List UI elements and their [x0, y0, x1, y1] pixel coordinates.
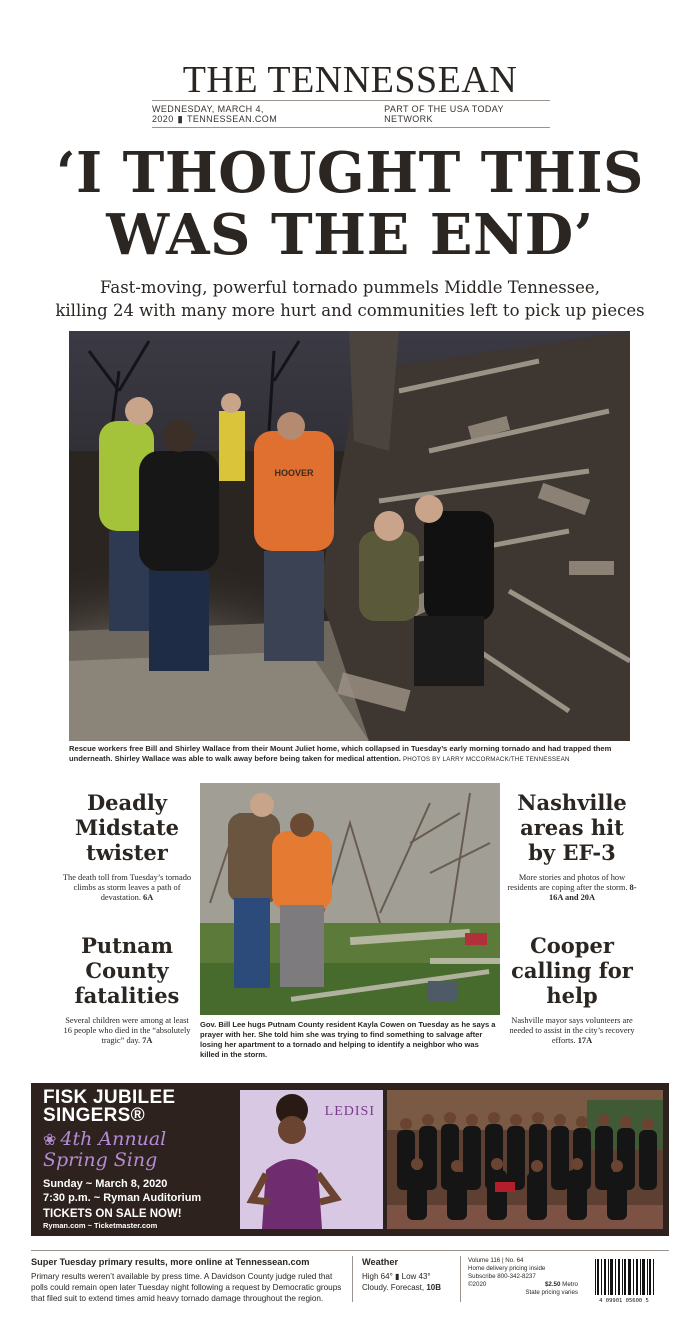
network-tagline: PART OF THE USA TODAY NETWORK: [384, 104, 504, 124]
ledisi-photo: [240, 1090, 383, 1229]
teaser-cooper-help[interactable]: [507, 933, 637, 1046]
ad-event-name: [43, 1129, 233, 1171]
ad-event-line-2: Spring Sing: [43, 1149, 158, 1171]
teaser-summary: [507, 873, 637, 903]
volume-number: Volume 116 | No. 64: [468, 1257, 524, 1264]
rescue-photo-illustration: [69, 331, 630, 741]
footer-divider: [352, 1256, 353, 1302]
photo-credit: PHOTOS BY LARRY MCCORMACK/THE TENNESSEAN: [402, 756, 570, 763]
teaser-summary: [507, 1016, 637, 1046]
super-tuesday-headline[interactable]: Super Tuesday primary results, more online at Tennessean.com: [31, 1257, 310, 1267]
ad-date-line-1: Sunday ~ March 8, 2020: [43, 1178, 168, 1190]
state-pricing: State pricing varies: [525, 1289, 578, 1296]
ad-tickets: TICKETS ON SALE NOW!: [43, 1208, 182, 1220]
weather-temps: High 64° ▮ Low 43°: [362, 1272, 431, 1281]
choir-illustration: [387, 1090, 663, 1229]
rescue-photo: [69, 331, 630, 741]
teaser-summary: [62, 873, 192, 903]
newspaper-masthead: THE TENNESSEAN: [182, 59, 518, 101]
issue-date: WEDNESDAY, MARCH 4, 2020: [152, 104, 264, 124]
footer-rule: [31, 1250, 669, 1251]
teaser-page: 7A: [142, 1036, 153, 1045]
ad-ticket-urls[interactable]: Ryman.com ~ Ticketmaster.com: [43, 1221, 158, 1230]
flower-icon: ❀: [43, 1130, 57, 1149]
subscribe-phone: Subscribe 800-342-8237: [468, 1273, 536, 1280]
choir-group-photo: [387, 1090, 663, 1229]
teaser-deadly-midstate[interactable]: [62, 790, 192, 903]
price-row: [468, 1281, 578, 1289]
barcode-graphic: [591, 1257, 657, 1303]
lead-subhead-line-2: killing 24 with many more hurt and communities left to pick up pieces: [55, 301, 645, 320]
ad-title-line-1: FISK JUBILEE: [43, 1087, 176, 1108]
teaser-headline[interactable]: Putnam County fatalities: [74, 933, 180, 1008]
dateline-left: [152, 104, 384, 125]
lead-subhead: [0, 276, 700, 322]
teaser-page: 6A: [143, 893, 154, 902]
edition-info: [468, 1257, 578, 1297]
teaser-text: The death toll from Tuesday’s tornado climbs as storm leaves a path of devastation.: [62, 873, 192, 902]
teaser-headline[interactable]: Nashville areas hit by EF-3: [517, 790, 627, 865]
lead-photo-caption: [69, 744, 630, 765]
barcode: [591, 1257, 657, 1303]
vest-lettering: HOOVER: [274, 468, 314, 478]
teaser-summary: [62, 1016, 192, 1046]
copyright: ©2020: [468, 1281, 487, 1288]
lead-caption-text: Rescue workers free Bill and Shirley Wallace from their Mount Juliet home, which collapsed in Tuesday’s early morning tornado and had trapped them underneath. Shirley Wallace was able to walk away before being taken for medical attention.: [69, 744, 612, 763]
teaser-page: 17A: [577, 1036, 593, 1045]
ad-text-block: [43, 1089, 233, 1231]
price: $2.50: [544, 1281, 561, 1288]
dateline-bar: [152, 100, 550, 128]
barcode-number: 4 09901 05600 5: [599, 1298, 649, 1303]
teaser-headline[interactable]: Cooper calling for help: [511, 933, 633, 1008]
lead-subhead-line-1: Fast-moving, powerful tornado pummels Middle Tennessee,: [100, 278, 600, 297]
delivery-pricing: Home delivery pricing inside: [468, 1265, 546, 1272]
dateline-separator: ▮: [177, 114, 183, 124]
governor-photo-caption: Gov. Bill Lee hugs Putnam County resident Kayla Cowen on Tuesday as he says a prayer with her. She told him she was trying to find something to salvage after losing her apartment to a tornado and helping to identify a neighbor who was killed in the storm.: [200, 1020, 496, 1059]
super-tuesday-text: Primary results weren’t available by press time. A Davidson County judge ruled that polls could remain open later Tuesday night following a request by Democratic groups that filed suit to extend times amid heavy tornado damage throughout the region.: [31, 1272, 342, 1303]
price-label: Metro: [562, 1281, 578, 1288]
super-tuesday-brief: [31, 1256, 349, 1304]
ad-title: [43, 1089, 233, 1125]
ad-title-line-2: SINGERS®: [43, 1105, 145, 1126]
weather-details: [362, 1271, 457, 1293]
ad-date: [43, 1177, 233, 1205]
teaser-putnam-county[interactable]: [62, 933, 192, 1046]
lead-headline-line-2: WAS THE END’: [106, 202, 594, 268]
performer-name: LEDISI: [324, 1104, 375, 1119]
weather-heading: Weather: [362, 1257, 399, 1267]
website-link[interactable]: TENNESSEAN.COM: [186, 114, 278, 124]
weather-box: [362, 1256, 457, 1293]
teaser-text: Several children were among at least 16 people who died in the “absolutely tragic” day.: [63, 1016, 191, 1045]
teaser-page: 8-16A and 20A: [548, 883, 637, 902]
ad-date-line-2: 7:30 p.m. ~ Ryman Auditorium: [43, 1192, 202, 1204]
weather-forecast: Cloudy. Forecast,: [362, 1283, 425, 1292]
teaser-headline[interactable]: Deadly Midstate twister: [74, 790, 180, 865]
lead-headline-line-1: ‘I THOUGHT THIS: [55, 140, 644, 206]
lead-headline: [0, 142, 700, 266]
governor-hug-illustration: [200, 783, 500, 1015]
fisk-jubilee-ad[interactable]: [31, 1083, 669, 1236]
teaser-nashville-ef3[interactable]: [507, 790, 637, 903]
weather-page: 10B: [426, 1283, 442, 1292]
teaser-text: Nashville mayor says volunteers are needed to assist in the city’s recovery efforts.: [509, 1016, 635, 1045]
teaser-text: More stories and photos of how residents are coping after the storm.: [507, 873, 628, 892]
governor-hug-photo: [200, 783, 500, 1015]
footer-divider: [460, 1256, 461, 1302]
ad-event-line-1: 4th Annual: [60, 1128, 167, 1150]
